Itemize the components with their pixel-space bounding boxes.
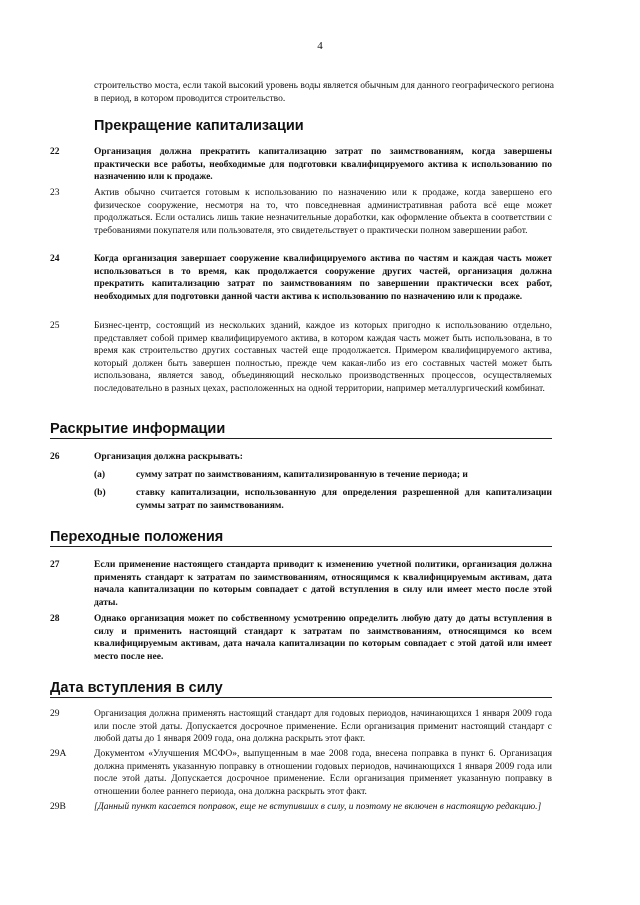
paragraph-text: Когда организация завершает сооружение квалифицируемого актива по частям и каждая часть может использоваться в то время, как продолжается сооружение других частей, организация должна прекратить капитализацию затрат по заимствованиям по завершении практически всех работ, необходимых для подготовки данной части актива к использованию по назначению или к продаже. — [94, 254, 552, 302]
paragraph-26 — [50, 451, 552, 464]
list-item-b — [94, 487, 552, 512]
paragraph-text: Бизнес-центр, состоящий из нескольких зданий, каждое из которых пригодно к использованию отдельно, представляет собой пример квалифицируемого актива, в котором каждая часть может быть использована, в то время как строительство других составных частей еще продолжается. Примером квалифицируемого актива, который должен быть завершен полностью, прежде чем какая-либо из его составных частей может быть использована, является завод, объединяющий несколько производственных процессов, осуществляемых последовательно в разных цехах, расположенных на одной территории, например металлургический комбинат. — [94, 321, 552, 394]
paragraph-text: Документом «Улучшения МСФО», выпущенным в мае 2008 года, внесена поправка в пункт 6. Организация должна применять указанную поправку в отношении годовых периодов, начинающихся 1 января 2009 года или после этой даты. Допускается досрочное применение. Если организация применяет указанную поправку в отношении более раннего периода, она должна раскрыть этот факт. — [94, 749, 552, 797]
paragraph-text: Организация должна применять настоящий стандарт для годовых периодов, начинающихся 1 января 2009 года или после этой даты. Допускается досрочное применение. Если организация применит настоящий стандарт с любой даты до 1 января 2009 года, она должна раскрыть этот факт. — [94, 709, 552, 744]
paragraph-number: 29 — [50, 709, 60, 719]
section-heading-transition: Переходные положения — [50, 529, 552, 547]
paragraph-number: 26 — [50, 452, 60, 462]
list-item-text: сумму затрат по заимствованиям, капитализированную в течение периода; и — [136, 470, 468, 480]
paragraph-22 — [50, 146, 552, 184]
list-item-text: ставку капитализации, использованную для определения разрешенной для капитализации суммы затрат по заимствованиям. — [136, 488, 552, 511]
paragraph-text: [Данный пункт касается поправок, еще не вступивших в силу, и поэтому не включен в настоящую редакцию.] — [94, 802, 542, 812]
paragraph-29a — [50, 748, 552, 798]
paragraph-27 — [50, 559, 552, 609]
paragraph-text: Если применение настоящего стандарта приводит к изменению учетной политики, организация должна применять стандарт к затратам по заимствованиям, относящимся к квалифицируемым активам, дата начала капитализации по которым совпадает с датой вступления в силу или имеет место после этой даты. — [94, 560, 552, 608]
paragraph-number: 23 — [50, 188, 60, 198]
section-heading-disclosure: Раскрытие информации — [50, 421, 552, 439]
paragraph-29 — [50, 708, 552, 746]
subheading-cessation: Прекращение капитализации — [94, 118, 304, 134]
paragraph-text: Однако организация может по собственному усмотрению определить любую дату до даты вступления в силу и применить настоящий стандарт к затратам по заимствованиям, относящимся ко всем квалифицируемым активам, дата начала капитализации по которым совпадает с этой датой или имеет место после нее. — [94, 614, 552, 662]
paragraph-number: 29A — [50, 749, 67, 759]
paragraph-text: Организация должна прекратить капитализацию затрат по заимствованиям, когда завершены практически все работы, необходимые для подготовки квалифицируемого актива к использованию по назначению или к продаже. — [94, 147, 552, 182]
intro-paragraph: строительство моста, если такой высокий уровень воды является обычным для данного географического региона в период, в котором проводится строительство. — [94, 81, 554, 104]
page-number: 4 — [317, 40, 323, 52]
paragraph-23 — [50, 187, 552, 237]
paragraph-number: 28 — [50, 614, 60, 624]
list-item-a — [94, 469, 552, 482]
paragraph-25 — [50, 320, 552, 395]
paragraph-number: 22 — [50, 147, 60, 157]
section-heading-effective-date: Дата вступления в силу — [50, 680, 552, 698]
paragraph-text: Актив обычно считается готовым к использованию по назначению или к продаже, когда завершено его физическое сооружение, несмотря на то, что повседневная административная работа всё еще может продолжаться. Если остались лишь такие незначительные доработки, как оформление объекта в соответствии с требованиями покупателя или пользователя, это свидетельствует о практически полном завершении работ. — [94, 188, 552, 236]
paragraph-24 — [50, 253, 552, 303]
paragraph-number: 24 — [50, 254, 60, 264]
list-item-label: (a) — [94, 470, 106, 480]
paragraph-number: 29B — [50, 802, 66, 812]
paragraph-number: 25 — [50, 321, 60, 331]
paragraph-number: 27 — [50, 560, 60, 570]
paragraph-29b — [50, 801, 552, 814]
list-item-label: (b) — [94, 488, 106, 498]
paragraph-text: Организация должна раскрывать: — [94, 452, 243, 462]
paragraph-28 — [50, 613, 552, 663]
